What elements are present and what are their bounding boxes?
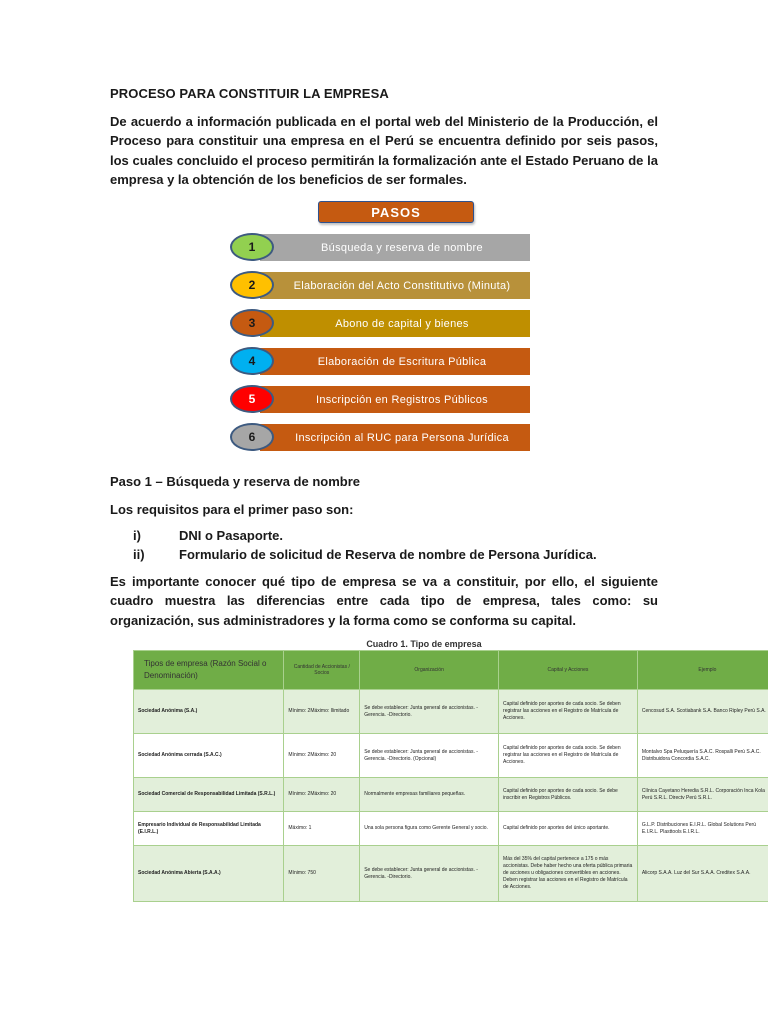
step-number-circle: 4	[230, 347, 274, 375]
table-cell: Cencosud S.A. Scotiabank S.A. Banco Ripley Perú S.A.	[637, 690, 768, 734]
table-cell: Mínimo: 2Máximo: 20	[284, 734, 360, 778]
step-1	[230, 233, 534, 263]
step-label: Inscripción al RUC para Persona Jurídica	[260, 424, 530, 451]
step-number-circle: 2	[230, 271, 274, 299]
table-row	[134, 846, 768, 902]
table-header-cell: Organización	[360, 651, 499, 690]
step-label: Abono de capital y bienes	[260, 310, 530, 337]
table-cell: Capital definido por aportes de cada socio. Se deben registrar las acciones en el Registro de Matrícula de Acciones.	[499, 690, 638, 734]
table-cell: Se debe establecer: Junta general de accionistas. -Gerencia. -Directorio. (Opcional)	[360, 734, 499, 778]
company-types-paragraph: Es importante conocer qué tipo de empresa se va a constituir, por ello, el siguiente cuadro muestra las diferencias entre cada tipo de empresa, tales como: su organización, sus administradores y la forma como se conforma su capital.	[110, 574, 658, 628]
table-row	[134, 734, 768, 778]
table-header-cell: Tipos de empresa (Razón Social o Denominación)	[134, 651, 284, 690]
intro-paragraph: De acuerdo a información publicada en el portal web del Ministerio de la Producción, el Proceso para constituir una empresa en el Perú se encuentra definido por seis pasos, los cuales concluido el proceso permitirán la formalización ante el Estado Peruano de la empresa y la obtención de los beneficios de ser formales.	[110, 114, 658, 187]
table-cell: Montalvo Spa Peluquería S.A.C. Rospalli Perú S.A.C. Distribuidora Concordia S.A.C.	[637, 734, 768, 778]
section-title: Paso 1 – Búsqueda y reserva de nombre	[110, 474, 360, 489]
table-cell: Capital definido por aportes de cada socio. Se debe inscribir en Registros Públicos.	[499, 778, 638, 812]
table-cell: Mínimo: 2Máximo: 20	[284, 778, 360, 812]
table-cell: Sociedad Anónima Abierta (S.A.A.)	[134, 846, 284, 902]
step-4	[230, 347, 534, 377]
table-cell: Máximo: 1	[284, 812, 360, 846]
table-header-row	[134, 651, 768, 690]
table-cell: Mínimo: 750	[284, 846, 360, 902]
step-2	[230, 271, 534, 301]
table-row	[134, 812, 768, 846]
step-label: Inscripción en Registros Públicos	[260, 386, 530, 413]
steps-header: PASOS	[318, 201, 474, 223]
table-row	[134, 690, 768, 734]
table-cell: Clínica Cayetano Heredia S.R.L. Corporación Inca Kola Perú S.R.L. Directv Perú S.R.L.	[637, 778, 768, 812]
company-types-table	[133, 650, 768, 902]
table-cell: Más del 35% del capital pertenece a 175 o más accionistas. Debe haber hecho una oferta pública primaria de acciones u obligaciones convertibles en acciones. Deben registrar las acciones en el Registro de Matrícula de Acciones.	[499, 846, 638, 902]
table-cell: Sociedad Anónima (S.A.)	[134, 690, 284, 734]
table-cell: Capital definido por aportes del único aportante.	[499, 812, 638, 846]
table-cell: G.L.P. Distribuciones E.I.R.L. Global Solutions Perú E.I.R.L. Plasttools E.I.R.L.	[637, 812, 768, 846]
table-header-cell: Cantidad de Accionistas / Socios	[284, 651, 360, 690]
document-title: PROCESO PARA CONSTITUIR LA EMPRESA	[110, 86, 389, 101]
table-cell: Capital definido por aportes de cada socio. Se deben registrar las acciones en el Registro de Matrícula de Acciones.	[499, 734, 638, 778]
step-label: Elaboración del Acto Constitutivo (Minuta)	[260, 272, 530, 299]
table-cell: Una sola persona figura como Gerente General y socio.	[360, 812, 499, 846]
table-row	[134, 778, 768, 812]
step-5	[230, 385, 534, 415]
table-cell: Empresario Individual de Responsabilidad Limitada (E.I.R.L.)	[134, 812, 284, 846]
table-cell: Se debe establecer: Junta general de accionistas. -Gerencia. -Directorio.	[360, 846, 499, 902]
step-6	[230, 423, 534, 453]
step-number-circle: 3	[230, 309, 274, 337]
table-cell: Normalmente empresas familiares pequeñas.	[360, 778, 499, 812]
requirement-text: DNI o Pasaporte.	[179, 528, 284, 543]
requirement-text: Formulario de solicitud de Reserva de nombre de Persona Jurídica.	[179, 547, 597, 562]
table-cell: Se debe establecer: Junta general de accionistas. -Gerencia. -Directorio.	[360, 690, 499, 734]
steps-diagram	[230, 200, 534, 460]
step-label: Elaboración de Escritura Pública	[260, 348, 530, 375]
table-header-cell: Ejemplo	[637, 651, 768, 690]
step-number-circle: 1	[230, 233, 274, 261]
step-number-circle: 5	[230, 385, 274, 413]
requirements-intro: Los requisitos para el primer paso son:	[110, 502, 354, 517]
table-cell: Mínimo: 2Máximo: Ilimitado	[284, 690, 360, 734]
table-caption: Cuadro 1. Tipo de empresa	[366, 639, 482, 649]
step-number-circle: 6	[230, 423, 274, 451]
table-header-cell: Capital y Acciones	[499, 651, 638, 690]
table-cell: Sociedad Anónima cerrada (S.A.C.)	[134, 734, 284, 778]
table-cell: Sociedad Comercial de Responsabilidad Limitada (S.R.L.)	[134, 778, 284, 812]
step-3	[230, 309, 534, 339]
requirement-number: ii)	[133, 547, 145, 562]
table-cell: Alicorp S.A.A. Luz del Sur S.A.A. Creditex S.A.A.	[637, 846, 768, 902]
step-label: Búsqueda y reserva de nombre	[260, 234, 530, 261]
requirement-number: i)	[133, 528, 141, 543]
